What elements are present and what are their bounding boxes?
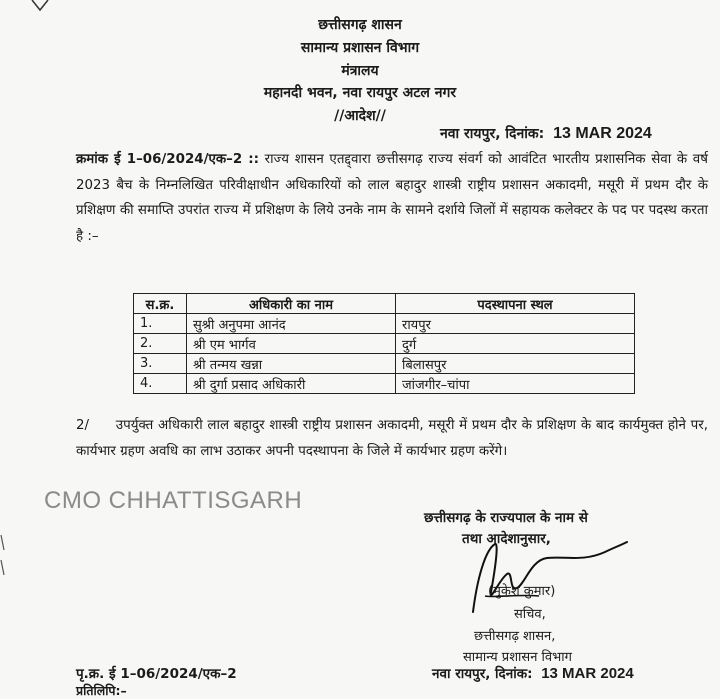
table-row bbox=[134, 314, 635, 334]
signatory-government: छत्तीसगढ़ शासन, bbox=[474, 629, 556, 644]
serial-cell: 2. bbox=[134, 334, 187, 354]
col-header-serial: स.क्र. bbox=[134, 294, 187, 314]
signatory-name: (मुकेश कुमार) bbox=[488, 584, 556, 599]
copy-to-label: प्रतिलिपि:– bbox=[76, 683, 127, 698]
signatory-department: सामान्य प्रशासन विभाग bbox=[463, 650, 572, 665]
posting-place-cell: बिलासपुर bbox=[396, 354, 635, 374]
signatory-designation: सचिव, bbox=[514, 607, 546, 622]
governor-order-line: छत्तीसगढ़ के राज्यपाल के नाम से bbox=[424, 510, 588, 526]
serial-cell: 1. bbox=[134, 314, 187, 334]
table-row bbox=[134, 374, 635, 394]
officers-table bbox=[133, 293, 635, 394]
endorsement-date: 13 MAR 2024 bbox=[541, 665, 634, 682]
endorsement-place: नवा रायपुर, दिनांक: bbox=[432, 666, 533, 682]
endorsement-date-line bbox=[432, 664, 634, 682]
posting-place-cell: दुर्ग bbox=[396, 334, 635, 354]
order-date-stamp: 13 MAR 2024 bbox=[553, 125, 652, 142]
order-date-label: नवा रायपुर, दिनांक: bbox=[440, 126, 545, 142]
order-text: राज्य शासन एतद्द्वारा छत्तीसगढ़ राज्य संवर्ग को आवंटित भारतीय प्रशासनिक सेवा के वर्ष 2023 बैच के निम्नलिखित परिवीक्षाधीन अधिकारियों को लाल बहादुर शास्त्री राष्ट्रीय प्रशासन अकादमी, मसूरी में प्रथम दौर के प्रशिक्षण की समाप्ति उपरांत राज्य में प्रशिक्षण के लिये उनके नाम के सामने दर्शाये जिलों में सहायक कलेक्टर के पद पर पदस्थ करता है :– bbox=[76, 152, 708, 244]
table-header-row bbox=[134, 294, 635, 314]
col-header-officer-name: अधिकारी का नाम bbox=[187, 294, 396, 314]
order-date-line bbox=[440, 124, 652, 143]
paragraph-2-text: उपर्युक्त अधिकारी लाल बहादुर शास्त्री राष्ट्रीय प्रशासन अकादमी, मसूरी में प्रथम दौर के प्रशिक्षण के बाद कार्यमुक्त होने पर, कार्यभार ग्रहण अवधि का लाभ उठाकर अपनी पदस्थापना के जिले में कार्यभार ग्रहण करेंगे। bbox=[76, 418, 708, 459]
serial-cell: 3. bbox=[134, 354, 187, 374]
paragraph-2 bbox=[76, 413, 708, 464]
endorsement-number: पृ.क्र. ई 1–06/2024/एक–2 bbox=[76, 666, 237, 682]
officer-name-cell: श्री दुर्गा प्रसाद अधिकारी bbox=[187, 374, 396, 394]
scan-edge-mark bbox=[0, 535, 6, 575]
col-header-posting-place: पदस्थापना स्थल bbox=[396, 294, 635, 314]
paragraph-2-number: 2/ bbox=[76, 418, 90, 433]
table-row bbox=[134, 334, 635, 354]
order-number: क्रमांक ई 1–06/2024/एक–2 :: bbox=[76, 152, 259, 167]
cmo-watermark: CMO CHHATTISGARH bbox=[44, 487, 303, 514]
officer-name-cell: श्री एम भार्गव bbox=[187, 334, 396, 354]
posting-place-cell: जांजगीर–चांपा bbox=[396, 374, 635, 394]
officer-name-cell: श्री तन्मय खन्ना bbox=[187, 354, 396, 374]
serial-cell: 4. bbox=[134, 374, 187, 394]
scan-corner-mark bbox=[30, 0, 50, 12]
officer-name-cell: सुश्री अनुपमा आनंद bbox=[187, 314, 396, 334]
table-row bbox=[134, 354, 635, 374]
order-heading: //आदेश// bbox=[334, 108, 386, 124]
header-department: सामान्य प्रशासन विभाग bbox=[300, 40, 420, 56]
header-address: महानदी भवन, नवा रायपुर अटल नगर bbox=[263, 85, 457, 101]
posting-place-cell: रायपुर bbox=[396, 314, 635, 334]
order-paragraph bbox=[76, 147, 708, 249]
by-order-line: तथा आदेशानुसार, bbox=[462, 531, 551, 547]
header-ministry: मंत्रालय bbox=[341, 63, 379, 79]
header-government: छत्तीसगढ़ शासन bbox=[318, 17, 402, 33]
